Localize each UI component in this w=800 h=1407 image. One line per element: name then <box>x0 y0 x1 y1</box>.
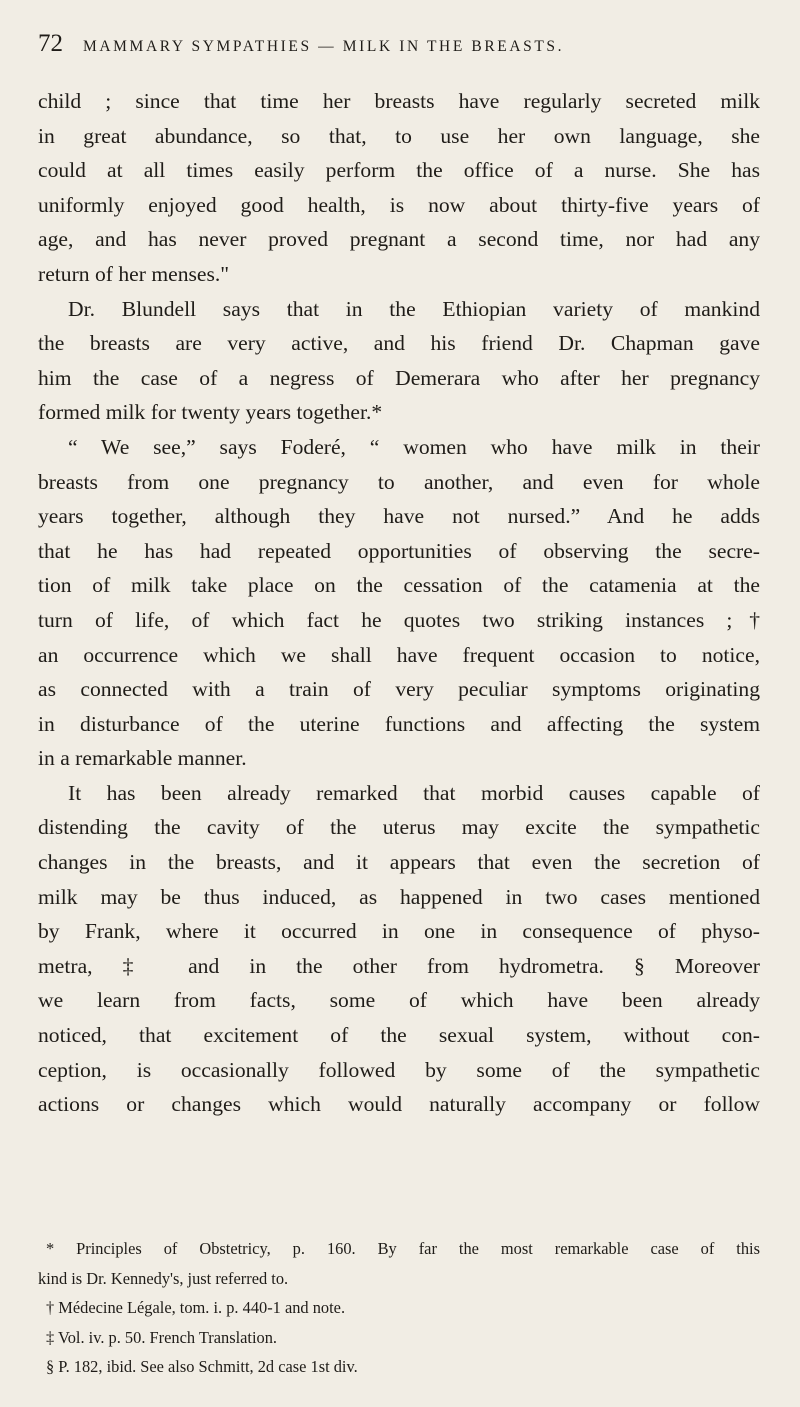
text-line: formed milk for twenty years together.* <box>38 400 383 425</box>
text-line: metra, ‡ and in the other from hydrometra. § Moreover <box>38 953 760 978</box>
text-line: milk may be thus induced, as happened in two cases mentioned <box>38 884 760 909</box>
footnote-line: ‡ Vol. iv. p. 50. French Translation. <box>46 1327 278 1347</box>
text-line: It has been already remarked that morbid causes capable of <box>68 780 760 805</box>
text-line: noticed, that excitement of the sexual system, without con- <box>38 1023 760 1048</box>
text-line: the breasts are very active, and his friend Dr. Chapman gave <box>38 331 760 356</box>
footnotes <box>38 1234 760 1382</box>
page-number: 72 <box>38 30 63 57</box>
footnote-line: kind is Dr. Kennedy's, just referred to. <box>38 1268 289 1288</box>
text-line: child ; since that time her breasts have regularly secreted milk <box>38 89 760 113</box>
footnote-line: * Principles of Obstetricy, p. 160. By far the most remarkable case of this <box>46 1239 760 1258</box>
text-line: as connected with a train of very peculiar symptoms originating <box>38 677 760 702</box>
text-line: uniformly enjoyed good health, is now about thirty-five years of <box>38 192 760 217</box>
text-line: could at all times easily perform the office of a nurse. She has <box>38 158 760 183</box>
text-line: distending the cavity of the uterus may excite the sympathetic <box>38 815 760 840</box>
text-line: actions or changes which would naturally accompany or follow <box>38 1092 760 1117</box>
text-line: breasts from one pregnancy to another, and even for whole <box>38 469 760 494</box>
text-line: by Frank, where it occurred in one in consequence of physo- <box>38 919 760 944</box>
text-line: an occurrence which we shall have frequent occasion to notice, <box>38 642 760 667</box>
text-line: age, and has never proved pregnant a second time, nor had any <box>38 227 760 252</box>
text-line: ception, is occasionally followed by some of the sympathetic <box>38 1057 760 1082</box>
text-line: in disturbance of the uterine functions and affecting the system <box>38 711 760 736</box>
text-line: that he has had repeated opportunities of observing the secre- <box>38 538 760 563</box>
running-title: MAMMARY SYMPATHIES — MILK IN THE BREASTS. <box>83 38 565 55</box>
text-line: turn of life, of which fact he quotes two striking instances ;† <box>38 607 760 632</box>
text-line: we learn from facts, some of which have been already <box>38 988 760 1013</box>
text-line: years together, although they have not nursed.” And he adds <box>38 504 760 529</box>
text-line: Dr. Blundell says that in the Ethiopian variety of mankind <box>68 296 760 321</box>
text-line: tion of milk take place on the cessation of the catamenia at the <box>38 573 760 598</box>
text-line: in great abundance, so that, to use her own language, she <box>38 123 760 148</box>
text-line: return of her menses." <box>38 261 230 286</box>
body-text <box>38 84 760 1122</box>
running-head <box>38 30 760 70</box>
footnote-line: § P. 182, ibid. See also Schmitt, 2d case 1st div. <box>46 1357 358 1377</box>
text-line: in a remarkable manner. <box>38 746 247 771</box>
text-line: “ We see,” says Foderé, “ women who have milk in their <box>68 434 760 459</box>
text-line: him the case of a negress of Demerara who after her pregnancy <box>38 365 760 390</box>
text-line: changes in the breasts, and it appears that even the secretion of <box>38 850 760 875</box>
footnote-line: † Médecine Légale, tom. i. p. 440-1 and note. <box>46 1298 346 1318</box>
